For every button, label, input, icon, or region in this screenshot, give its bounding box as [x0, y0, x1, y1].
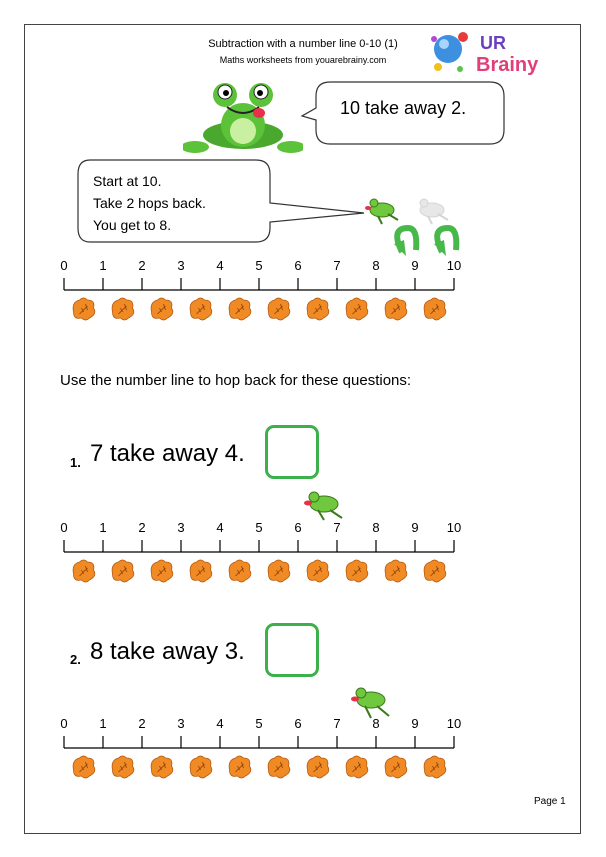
leaf-icon: [307, 756, 329, 778]
leaf-icon: [268, 560, 290, 582]
number-line-label: 1: [99, 258, 107, 273]
number-line-label: 6: [294, 520, 302, 535]
number-line-label: 3: [177, 258, 185, 273]
leaf-icon: [307, 560, 329, 582]
number-line-label: 6: [294, 716, 302, 731]
leaf-icon: [307, 298, 329, 320]
number-line-label: 7: [333, 520, 341, 535]
number-line-example: [0, 256, 606, 336]
number-line-label: 2: [138, 716, 146, 731]
leaf-icon: [229, 756, 251, 778]
number-line-label: 2: [138, 520, 146, 535]
leaf-icon: [346, 560, 368, 582]
question-1-number: 1.: [70, 455, 81, 470]
number-line-label: 9: [411, 520, 419, 535]
number-line-label: 5: [255, 258, 263, 273]
number-line-label: 3: [177, 716, 185, 731]
number-line-label: 7: [333, 258, 341, 273]
number-line-label: 7: [333, 716, 341, 731]
bubble-line-2: Take 2 hops back.: [93, 195, 206, 211]
leaf-icon: [385, 756, 407, 778]
leaf-icon: [112, 560, 134, 582]
bubble-line-3: You get to 8.: [93, 217, 172, 233]
question-2-text: 8 take away 3.: [90, 638, 245, 665]
leaf-icon: [424, 756, 446, 778]
logo-text-brainy: Brainy: [476, 54, 539, 76]
leaf-icon: [73, 560, 95, 582]
leaf-icon: [151, 560, 173, 582]
hop-illustration: [360, 190, 460, 260]
number-line-q1: [0, 518, 606, 598]
bubble-line-1: Start at 10.: [93, 173, 162, 189]
leaf-icon: [385, 560, 407, 582]
number-line-label: 0: [60, 716, 68, 731]
number-line-label: 10: [446, 258, 462, 273]
number-line-label: 3: [177, 520, 185, 535]
number-line-label: 4: [216, 258, 224, 273]
number-line-label: 5: [255, 716, 263, 731]
worksheet-subtitle: Maths worksheets from youarebrainy.com: [219, 55, 387, 65]
urbrainy-logo: [430, 27, 550, 77]
number-line-label: 8: [372, 258, 380, 273]
number-line-label: 8: [372, 520, 380, 535]
number-line-label: 0: [60, 520, 68, 535]
number-line-label: 5: [255, 520, 263, 535]
answer-box-2[interactable]: [265, 623, 319, 677]
leaf-icon: [151, 756, 173, 778]
number-line-label: 1: [99, 520, 107, 535]
logo-text-ur: UR: [480, 33, 506, 53]
number-line-label: 2: [138, 258, 146, 273]
leaf-icon: [112, 756, 134, 778]
number-line-label: 9: [411, 258, 419, 273]
leaf-icon: [268, 298, 290, 320]
number-line-label: 1: [99, 716, 107, 731]
number-line-label: 10: [446, 520, 462, 535]
leaf-icon: [229, 298, 251, 320]
leaf-icon: [268, 756, 290, 778]
faded-frog-icon: [420, 199, 448, 224]
bubble-explanation: [93, 170, 206, 236]
leaf-icon: [346, 756, 368, 778]
number-line-label: 8: [372, 716, 380, 731]
small-frog-icon: [365, 199, 398, 224]
leaf-icon: [190, 560, 212, 582]
page-number: Page 1: [534, 796, 566, 807]
number-line-label: 0: [60, 258, 68, 273]
number-line-label: 4: [216, 716, 224, 731]
number-line-q2: [0, 714, 606, 794]
number-line-label: 6: [294, 258, 302, 273]
question-1-frog-icon: [298, 488, 348, 522]
leaf-icon: [346, 298, 368, 320]
instruction-text: Use the number line to hop back for these questions:: [60, 372, 412, 389]
frog-icon: [183, 77, 303, 159]
leaf-icon: [385, 298, 407, 320]
leaf-icon: [73, 298, 95, 320]
number-line-label: 10: [446, 716, 462, 731]
leaf-icon: [112, 298, 134, 320]
leaf-icon: [229, 560, 251, 582]
leaf-icon: [190, 756, 212, 778]
leaf-icon: [151, 298, 173, 320]
bubble-text-question: 10 take away 2.: [340, 98, 467, 118]
leaf-icon: [190, 298, 212, 320]
question-1-text: 7 take away 4.: [90, 440, 245, 467]
answer-box-1[interactable]: [265, 425, 319, 479]
leaf-icon: [424, 298, 446, 320]
hop-arrow-icon: [394, 228, 456, 256]
leaf-icon: [73, 756, 95, 778]
worksheet-title: Subtraction with a number line 0-10 (1): [208, 38, 398, 50]
number-line-label: 9: [411, 716, 419, 731]
number-line-label: 4: [216, 520, 224, 535]
leaf-icon: [424, 560, 446, 582]
question-2-number: 2.: [70, 652, 81, 667]
